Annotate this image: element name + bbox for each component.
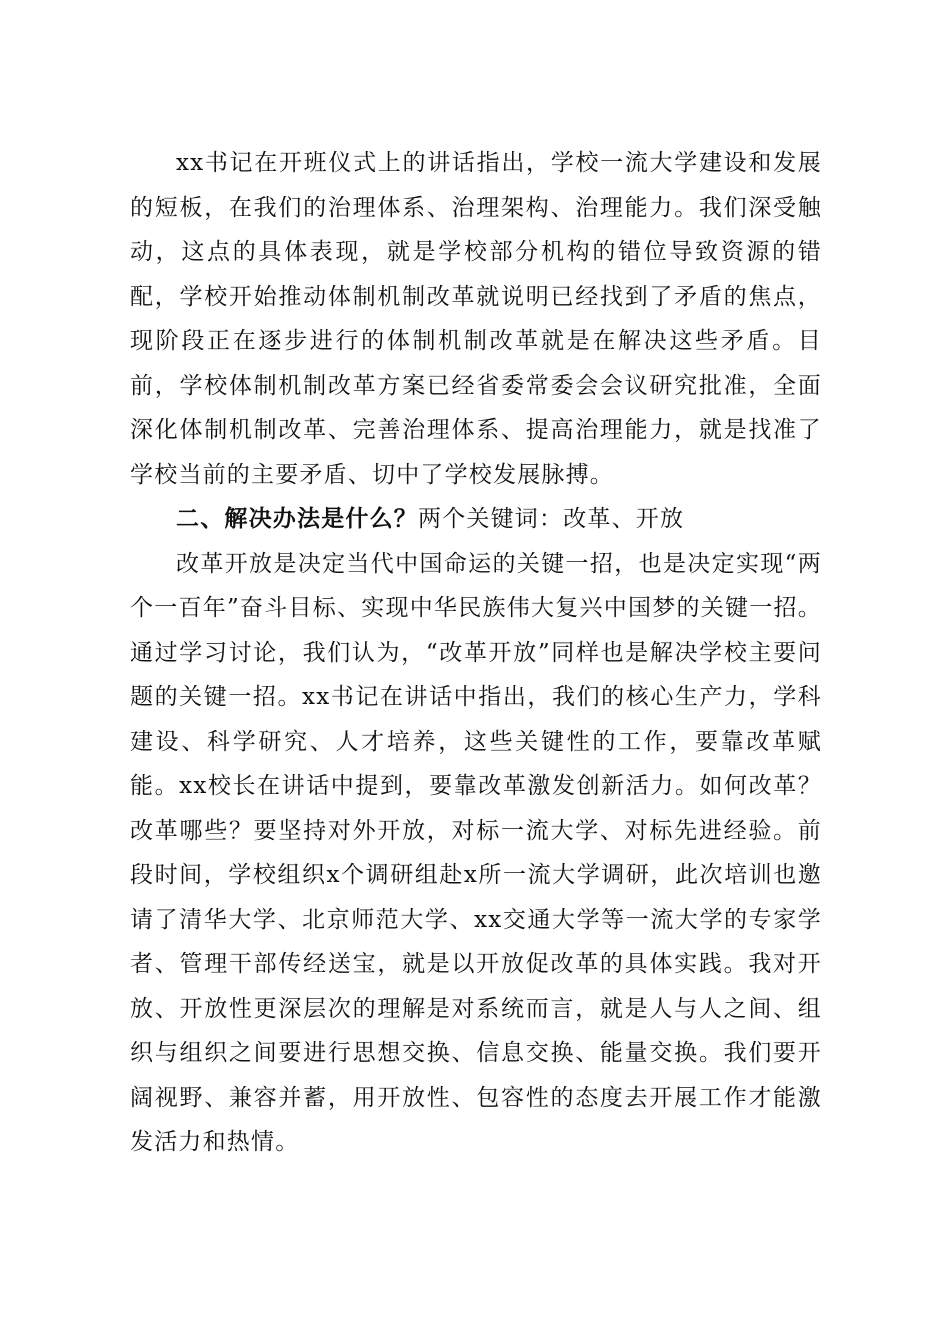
paragraph-governance: xx书记在开班仪式上的讲话指出，学校一流大学建设和发展的短板，在我们的治理体系、治理架构、治理能力。我们深受触动，这点的具体表现，就是学校部分机构的错位导致资源的错配，学校开始推动体制机制改革就说明已经找到了矛盾的焦点，现阶段正在逐步进行的体制机制改革就是在解决这些矛盾。目前，学校体制机制改革方案已经省委常委会会议研究批准，全面深化体制机制改革、完善治理体系、提高治理能力，就是找准了学校当前的主要矛盾、切中了学校发展脉搏。 bbox=[130, 150, 822, 488]
document-body bbox=[130, 141, 822, 1165]
section-heading-solution bbox=[130, 497, 822, 542]
paragraph-reform-opening: 改革开放是决定当代中国命运的关键一招，也是决定实现“两个一百年”奋斗目标、实现中华民族伟大复兴中国梦的关键一招。通过学习讨论，我们认为，“改革开放”同样也是解决学校主要问题的关键一招。xx书记在讲话中指出，我们的核心生产力，学科建设、科学研究、人才培养，这些关键性的工作，要靠改革赋能。xx校长在讲话中提到，要靠改革激发创新活力。如何改革？改革哪些？要坚持对外开放，对标一流大学、对标先进经验。前段时间，学校组织x个调研组赴x所一流大学调研，此次培训也邀请了清华大学、北京师范大学、xx交通大学等一流大学的专家学者、管理干部传经送宝，就是以开放促改革的具体实践。我对开放、开放性更深层次的理解是对系统而言，就是人与人之间、组织与组织之间要进行思想交换、信息交换、能量交换。我们要开阔视野、兼容并蓄，用开放性、包容性的态度去开展工作才能激发活力和热情。 bbox=[130, 550, 822, 1155]
section-heading-keywords: 两个关键词：改革、开放 bbox=[418, 506, 685, 532]
section-heading-title: 二、解决办法是什么？ bbox=[176, 506, 418, 532]
